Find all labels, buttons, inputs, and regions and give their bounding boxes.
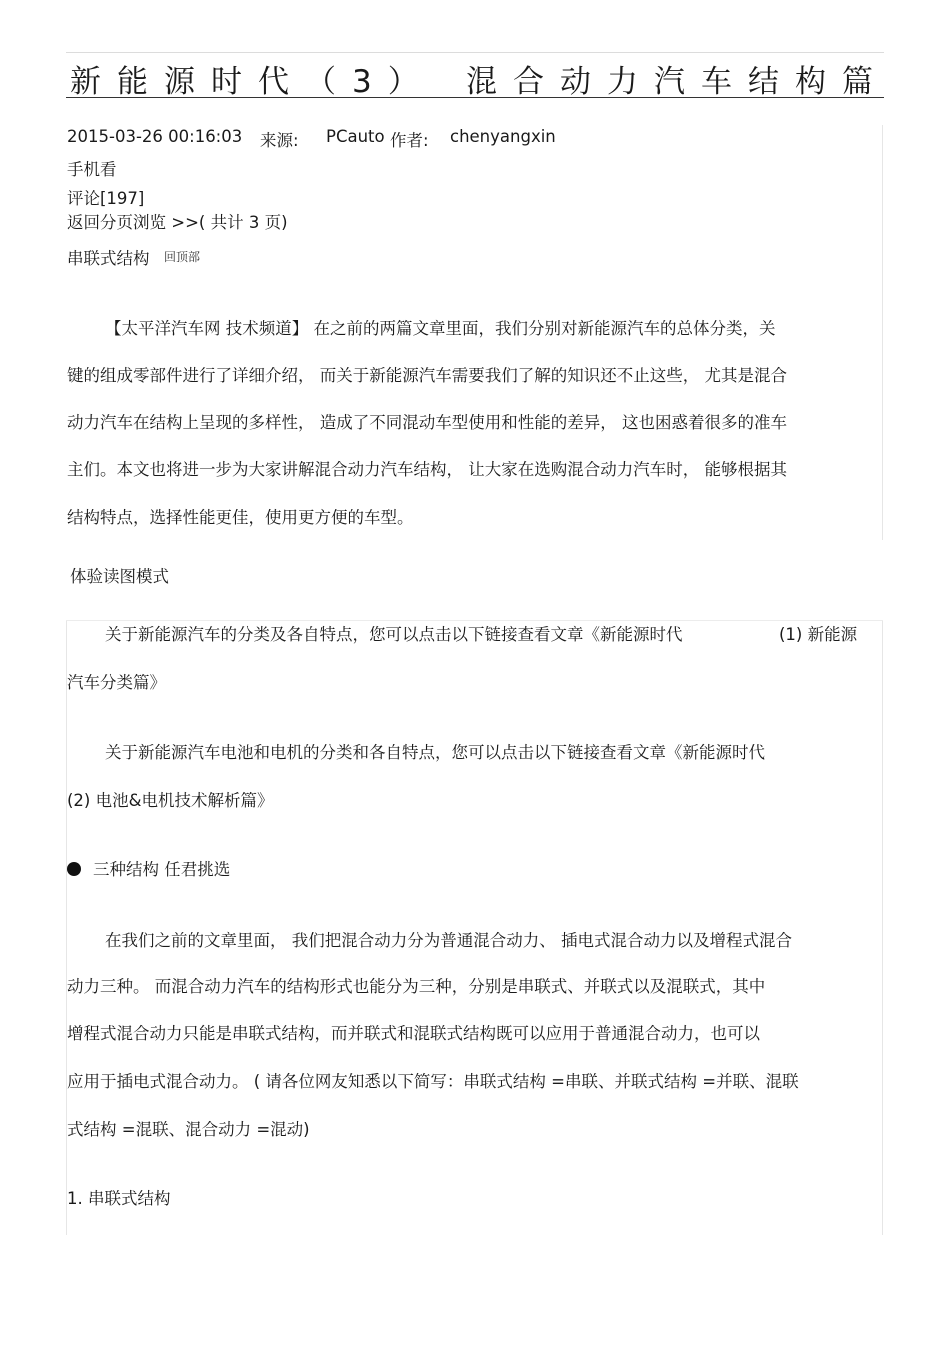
back-to-top-link[interactable]: 回顶部 bbox=[164, 250, 201, 264]
pagination-link[interactable]: 返回分页浏览 >>( 共计 3 页) bbox=[67, 213, 288, 232]
section-heading bbox=[67, 856, 230, 880]
link-para-2-line-2[interactable]: (2) 电池&电机技术解析篇》 bbox=[67, 791, 274, 810]
bullet-icon bbox=[67, 862, 81, 876]
author-label: 作者: bbox=[390, 131, 429, 150]
subheading-series: 1. 串联式结构 bbox=[67, 1189, 171, 1208]
intro-line-2: 键的组成零部件进行了详细介绍， 而关于新能源汽车需要我们了解的知识还不止这些， 尤其是混合 bbox=[67, 366, 787, 385]
body-line-1: 在我们之前的文章里面， 我们把混合动力分为普通混合动力、 插电式混合动力以及增程式混合 bbox=[105, 931, 792, 950]
page-title-part1: 新能源时代（3） bbox=[70, 64, 435, 100]
intro-line-5: 结构特点，选择性能更佳，使用更方便的车型。 bbox=[67, 508, 414, 527]
frame-right-line-top bbox=[882, 125, 883, 540]
intro-line-1: 【太平洋汽车网 技术频道】 在之前的两篇文章里面，我们分别对新能源汽车的总体分类，关 bbox=[105, 319, 776, 338]
comments-link[interactable]: 评论[197] bbox=[67, 189, 145, 208]
intro-line-3: 动力汽车在结构上呈现的多样性， 造成了不同混动车型使用和性能的差异， 这也困惑着很多的准车 bbox=[67, 413, 787, 432]
intro-line-4: 主们。本文也将进一步为大家讲解混合动力汽车结构， 让大家在选购混合动力汽车时， 能够根据其 bbox=[67, 460, 787, 479]
read-mode-link[interactable]: 体验读图模式 bbox=[70, 567, 169, 586]
section-heading-text: 三种结构 任君挑选 bbox=[93, 860, 231, 879]
publish-datetime: 2015-03-26 00:16:03 bbox=[67, 127, 243, 146]
source-label: 来源: bbox=[260, 131, 299, 150]
body-line-4: 应用于插电式混合动力。 ( 请各位网友知悉以下简写：串联式结构 =串联、并联式结构 =并联、混联 bbox=[67, 1072, 799, 1091]
section-nav-label: 串联式结构 bbox=[67, 249, 150, 268]
frame-left-line bbox=[66, 620, 67, 1235]
author-name: chenyangxin bbox=[450, 127, 556, 146]
source-link[interactable]: PCauto bbox=[326, 127, 385, 146]
link-para-2-line-1[interactable]: 关于新能源汽车电池和电机的分类和各自特点，您可以点击以下链接查看文章《新能源时代 bbox=[105, 743, 765, 762]
frame-right-line-bottom bbox=[882, 620, 883, 1235]
body-line-5: 式结构 =混联、混合动力 =混动) bbox=[67, 1120, 310, 1139]
link-para-1-tail[interactable]: (1) 新能源 bbox=[779, 625, 858, 644]
link-para-1-line-2[interactable]: 汽车分类篇》 bbox=[67, 673, 166, 692]
body-line-3: 增程式混合动力只能是串联式结构，而并联式和混联式结构既可以应用于普通混合动力，也可以 bbox=[67, 1024, 760, 1043]
link-para-1-line-1[interactable]: 关于新能源汽车的分类及各自特点，您可以点击以下链接查看文章《新能源时代 bbox=[105, 625, 683, 644]
body-line-2: 动力三种。 而混合动力汽车的结构形式也能分为三种，分别是串联式、并联式以及混联式，其中 bbox=[67, 977, 766, 996]
page-title-part2: 混合动力汽车结构篇 bbox=[466, 64, 889, 100]
mobile-view-link[interactable]: 手机看 bbox=[67, 160, 117, 179]
